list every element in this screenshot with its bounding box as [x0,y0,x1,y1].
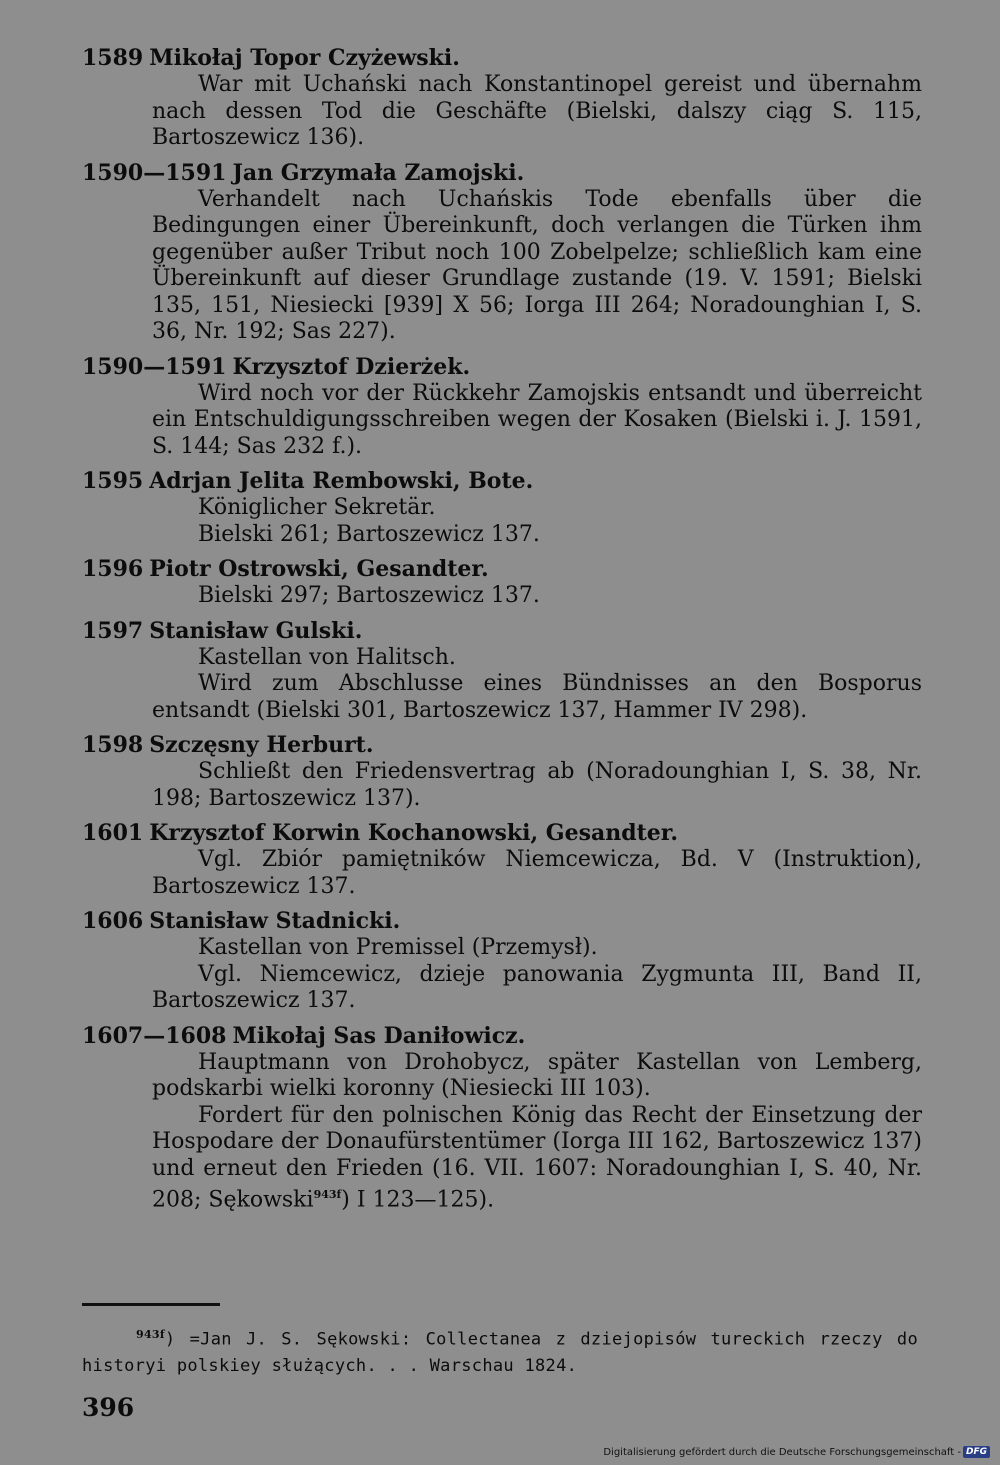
entry [82,44,922,152]
entry [82,617,922,725]
entry-year: 1589 [82,45,144,71]
entry-name: Mikołaj Topor Czyżewski. [149,45,460,71]
entry-paragraph [82,495,922,522]
entry-name: Stanisław Gulski. [149,617,363,644]
paragraph-text: Vgl. Niemcewicz, dzieje panowania Zygmunta III, Band II, Bartoszewicz 137. [152,961,922,1013]
entry-paragraph [82,381,922,461]
paragraph-text: Fordert für den polnischen König das Recht der Einsetzung der Hospodare der Donaufürstentümer (Iorga III 162, Bartoszewicz 137) und erneut den Frieden (16. VII. 1607: Noradounghian I, S. 40, Nr. 208; Sękowski [152,1102,922,1213]
dfg-logo-icon: DFG [963,1446,990,1458]
credit-text: Digitalisierung gefördert durch die Deutsche Forschungsgemeinschaft - [603,1446,961,1458]
entry-heading [82,731,922,759]
entry-year: 1590—1591 [82,353,227,380]
entry-name: Krzysztof Dzierżek. [232,353,471,380]
entry-name: Jan Grzymała Zamojski. [232,159,525,186]
entry-year: 1597 [82,617,144,644]
entry-paragraph [82,645,922,672]
entry-year: 1598 [82,732,144,758]
paragraph-text: Hauptmann von Drohobycz, später Kastellan von Lemberg, podskarbi wielki koronny (Niesiecki III 103). [152,1049,922,1101]
paragraph-text: Königlicher Sekretär. [198,495,436,520]
entry-paragraph [82,187,922,346]
entry-year: 1596 [82,556,144,582]
paragraph-tail: ) I 123—125). [341,1187,495,1213]
entry-paragraph [82,671,922,724]
entry [82,1022,922,1214]
entry-paragraph [82,962,922,1015]
entry-name: Adrjan Jelita Rembowski, Bote. [149,468,534,494]
entry [82,159,922,346]
entry-heading [82,1022,922,1050]
entry-paragraph [82,935,922,962]
footnote-rule [82,1303,220,1306]
entry-name: Mikołaj Sas Daniłowicz. [232,1022,526,1049]
footnote-reference: 943f [313,1188,342,1201]
page-body [82,44,922,1221]
footnote [82,1322,918,1379]
entry-paragraph [82,583,922,610]
entry-name: Piotr Ostrowski, Gesandter. [149,556,489,582]
entry-year: 1590—1591 [82,159,227,186]
entry-heading [82,555,922,583]
entry [82,731,922,812]
footnote-mark: 943f [136,1328,165,1341]
entry-heading [82,907,922,935]
digitization-credit [603,1446,990,1458]
paragraph-text: Vgl. Zbiór pamiętników Niemcewicza, Bd. V (Instruktion), Bartoszewicz 137. [152,847,922,899]
paragraph-text: Verhandelt nach Uchańskis Tode ebenfalls über die Bedingungen einer Übereinkunft, doch verlangen die Türken ihm gegenüber außer Tribut noch 100 Zobelpelze; schließlich kam eine Übereinkunft auf dieser Grundlage zustande (19. V. 1591; Bielski 135, 151, Niesiecki [939] X 56; Iorga III 264; Noradounghian I, S. 36, Nr. 192; Sas 227). [152,186,922,344]
entry-name: Stanisław Stadnicki. [149,908,401,934]
paragraph-text: Bielski 297; Bartoszewicz 137. [198,583,540,608]
paragraph-text: Kastellan von Premissel (Przemysł). [198,935,598,960]
entry-paragraph [82,759,922,812]
entry-year: 1595 [82,468,144,494]
entry-year: 1601 [82,820,144,846]
entry-name: Krzysztof Korwin Kochanowski, Gesandter. [149,820,678,846]
entry-heading [82,819,922,847]
entry-year: 1607—1608 [82,1022,227,1049]
footnote-text: ) =Jan J. S. Sękowski: Collectanea z dziejopisów tureckich rzeczy do historyi polskiey służących. . . Warschau 1824. [82,1329,918,1376]
entry [82,467,922,548]
paragraph-text: Schließt den Friedensvertrag ab (Noradounghian I, S. 38, Nr. 198; Bartoszewicz 137). [152,759,922,811]
entry-heading [82,159,922,187]
paragraph-text: Wird noch vor der Rückkehr Zamojskis entsandt und überreicht ein Entschuldigungsschreiben wegen der Kosaken (Bielski i. J. 1591, S. 144; Sas 232 f.). [152,380,922,459]
entry [82,907,922,1015]
paragraph-text: War mit Uchański nach Konstantinopel gereist und übernahm nach dessen Tod die Geschäfte (Bielski, dalszy ciąg S. 115, Bartoszewicz 136). [152,72,922,150]
entry-paragraph [82,522,922,549]
entry-heading [82,44,922,72]
entry-paragraph [82,1050,922,1103]
entry-heading [82,353,922,381]
entry-heading [82,467,922,495]
entry-paragraph [82,847,922,900]
entry [82,555,922,610]
entry-paragraph [82,72,922,152]
entry [82,819,922,900]
entry-heading [82,617,922,645]
entry-name: Szczęsny Herburt. [149,732,374,758]
entry-year: 1606 [82,908,144,934]
entry-paragraph [82,1103,922,1214]
paragraph-text: Bielski 261; Bartoszewicz 137. [198,521,540,547]
paragraph-text: Kastellan von Halitsch. [198,644,456,670]
entry [82,353,922,461]
paragraph-text: Wird zum Abschlusse eines Bündnisses an den Bosporus entsandt (Bielski 301, Bartoszewicz 137, Hammer IV 298). [152,671,922,723]
page-number: 396 [82,1393,135,1422]
